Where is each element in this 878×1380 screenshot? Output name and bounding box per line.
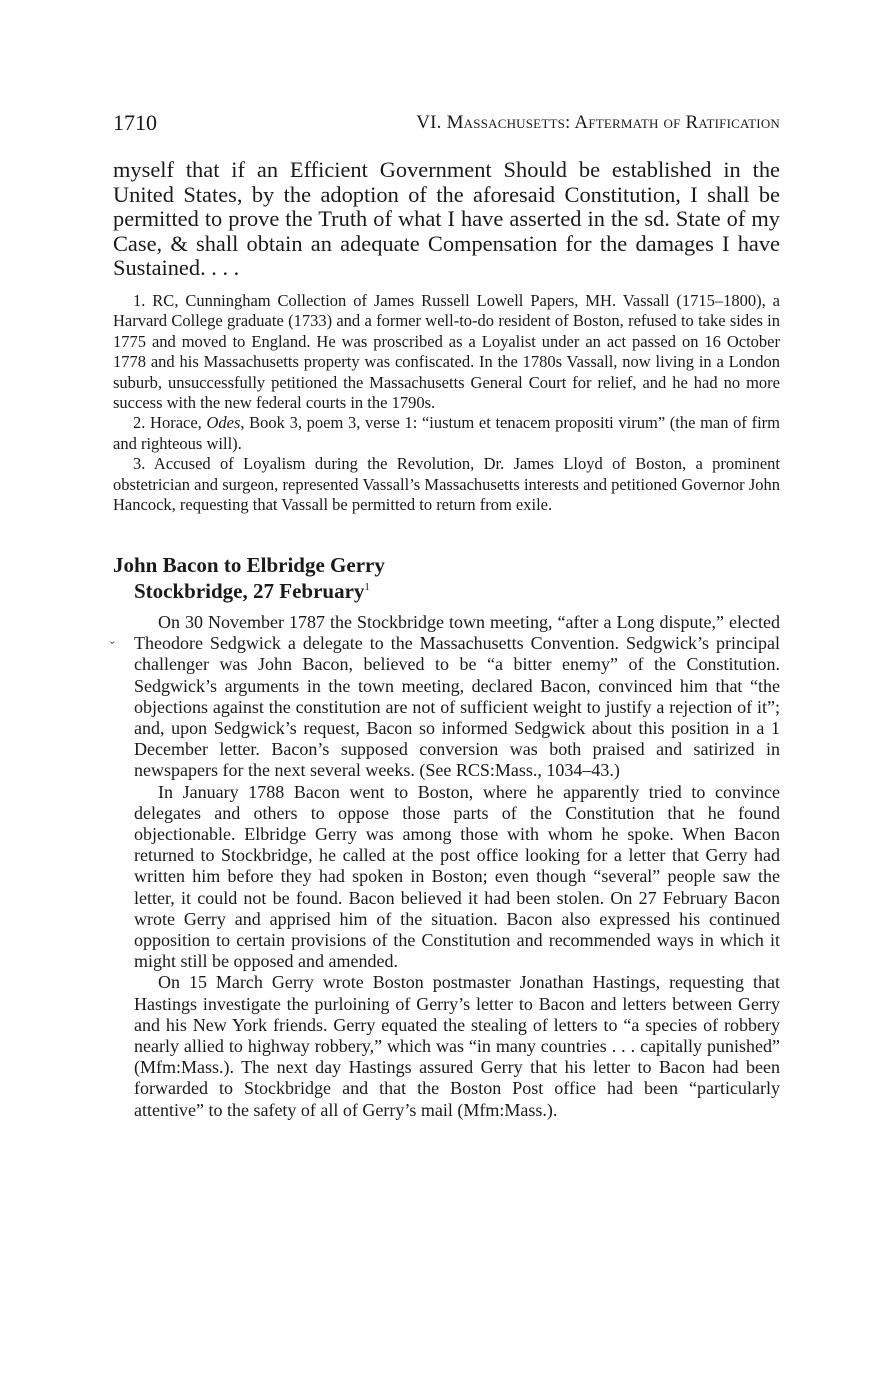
- headnote-paragraph-2: In January 1788 Bacon went to Boston, where he apparently tried to convince delegates and others to oppose those parts of the Constitution that he found objectionable. Elbridge Gerry was among those with whom he spoke. When Bacon returned to Stockbridge, he called at the post office looking for a letter that Gerry had written him before they had spoken in Boston; even though “several” people saw the letter, it could not be found. Bacon believed it had been stolen. On 27 February Bacon wrote Gerry and apprised him of the situation. Bacon also expressed his continued opposition to certain provisions of the Constitution and recommended ways in which it might still be opposed and amended.: [134, 781, 780, 972]
- margin-mark: ˇ: [110, 640, 115, 655]
- running-head-part-number: VI.: [416, 112, 447, 133]
- footnote-3: 3. Accused of Loyalism during the Revolution, Dr. James Lloyd of Boston, a prominent obstetrician and surgeon, represented Vassall’s Massachusetts interests and petitioned Governor John Hancock, requesting that Vassall be permitted to return from exile.: [113, 454, 780, 515]
- document-heading: [113, 552, 780, 604]
- footnote-2: [113, 413, 780, 454]
- heading-note-reference: 1: [364, 581, 370, 593]
- footnotes: [113, 291, 780, 515]
- footnote-2-work-title: Odes: [206, 413, 241, 433]
- heading-place-date: [113, 578, 780, 604]
- headnote-paragraph-1: On 30 November 1787 the Stockbridge town meeting, “after a Long dispute,” elected Theodore Sedgwick a delegate to the Massachusetts Convention. Sedgwick’s principal challenger was John Bacon, believed to be “a bitter enemy” of the Constitution. Sedgwick’s arguments in the town meeting, declared Bacon, convinced him that “the objections against the constitution are not of sufficient weight to justify a rejection of it”; and, upon Sedgwick’s request, Bacon so informed Sedgwick about this position in a 1 December letter. Bacon’s supposed conversion was both praised and satirized in newspapers for the next several weeks. (See RCS:Mass., 1034–43.): [134, 612, 780, 781]
- running-head: [416, 112, 780, 134]
- footnote-1: 1. RC, Cunningham Collection of James Russell Lowell Papers, MH. Vassall (1715–1800), a Harvard College graduate (1733) and a former well-to-do resident of Boston, refused to take sides in 1775 and moved to England. He was proscribed as a Loyalist under an act passed on 16 October 1778 and his Massachusetts property was confiscated. In the 1780s Vassall, now living in a London suburb, unsuccessfully petitioned the Massachusetts General Court for relief, and he had no more success with the new federal courts in the 1790s.: [113, 291, 780, 413]
- page-number: 1710: [113, 110, 157, 135]
- running-head-title: Massachusetts: Aftermath of Ratification: [446, 112, 780, 133]
- footnote-2-rest: , Book 3, poem 3, verse 1: “iustum et tenacem propositi virum” (the man of firm and righteous will).: [113, 413, 781, 453]
- headnote-paragraph-3: On 15 March Gerry wrote Boston postmaster Jonathan Hastings, requesting that Hastings investigate the purloining of Gerry’s letter to Bacon and letters between Gerry and his New York friends. Gerry equated the stealing of letters to “a species of robbery nearly allied to highway robbery,” which was “in many countries . . . capitally punished” (Mfm:Mass.). The next day Hastings assured Gerry that his letter to Bacon had been forwarded to Stockbridge and that the Boston Post office had been “particularly attentive” to the safety of all of Gerry’s mail (Mfm:Mass.).: [134, 972, 780, 1120]
- heading-correspondents: John Bacon to Elbridge Gerry: [113, 553, 385, 577]
- heading-place-date-text: Stockbridge, 27 February: [134, 579, 365, 603]
- continuation-paragraph: myself that if an Efficient Government Should be established in the United States, by the adoption of the aforesaid Constitution, I shall be permitted to prove the Truth of what I have asserted in the sd. State of my Case, & shall obtain an adequate Compensation for the damages I have Sustained. . . .: [113, 157, 780, 280]
- page-header: [113, 110, 780, 140]
- headnote: [134, 612, 780, 1121]
- footnote-2-lead: 2. Horace,: [133, 413, 207, 433]
